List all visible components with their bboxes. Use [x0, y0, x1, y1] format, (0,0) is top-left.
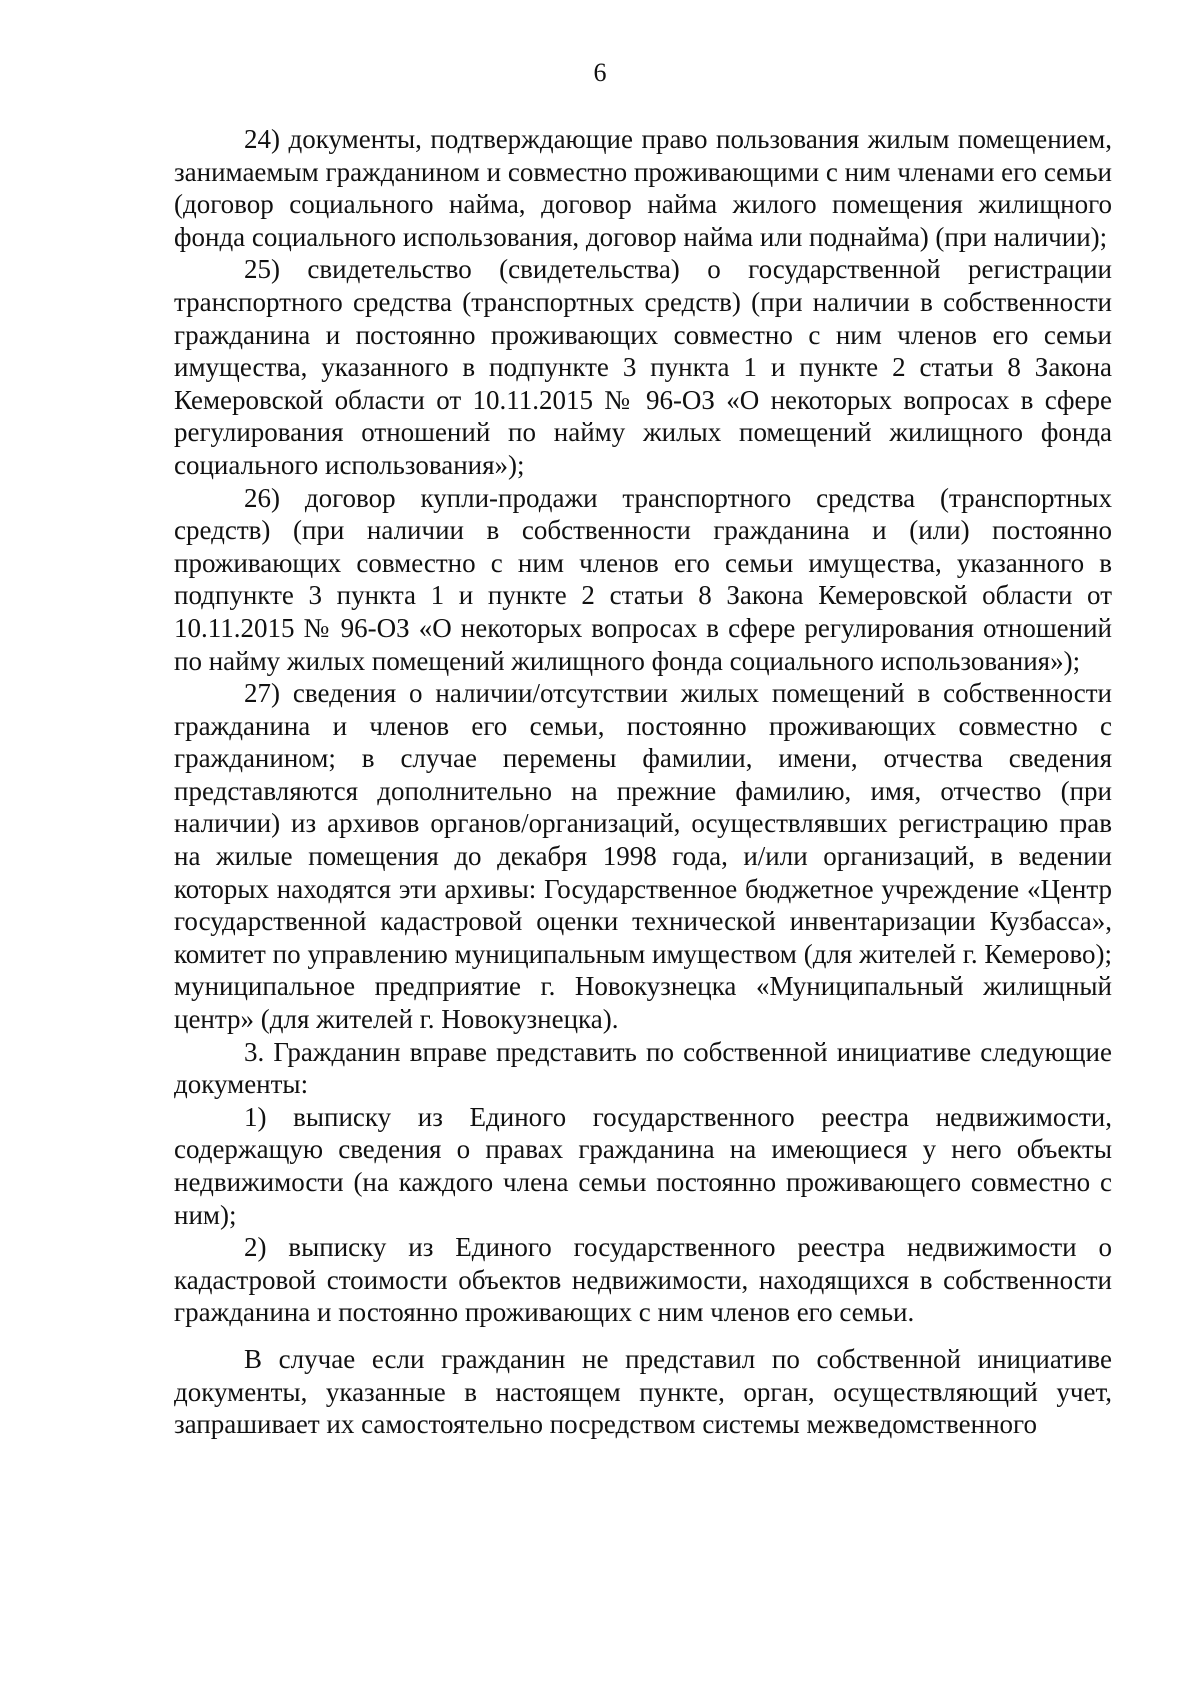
paragraph-item-24: 24) документы, подтверждающие право пользования жилым помещением, занимаемым гражданином и совместно проживающими с ним членами его семьи (договор социального найма, договор найма жилого помещения жилищного фонда социального использования, договор найма или поднайма) (при наличии);	[174, 124, 1112, 252]
paragraph-closing: В случае если гражданин не представил по собственной инициативе документы, указанные в настоящем пункте, орган, осуществляющий учет, запрашивает их самостоятельно посредством системы межведомственного	[174, 1343, 1112, 1440]
paragraph-item-25: 25) свидетельство (свидетельства) о государственной регистрации транспортного средства (транспортных средств) (при наличии в собственности гражданина и постоянно проживающих совместно с ним членов его семьи имущества, указанного в подпункте 3 пункта 1 и пункте 2 статьи 8 Закона Кемеровской области от 10.11.2015 № 96-ОЗ «О некоторых вопросах в сфере регулирования отношений по найму жилых помещений жилищного фонда социального использования»);	[174, 254, 1112, 480]
page-number: 6	[593, 58, 607, 87]
paragraph-subitem-2: 2) выписку из Единого государственного реестра недвижимости о кадастровой стоимости объектов недвижимости, находящихся в собственности гражданина и постоянно проживающих с ним членов его семьи.	[174, 1232, 1112, 1328]
paragraph-item-27: 27) сведения о наличии/отсутствии жилых помещений в собственности гражданина и членов его семьи, постоянно проживающих совместно с гражданином; в случае перемены фамилии, имени, отчества сведения представляются дополнительно на прежние фамилию, имя, отчество (при наличии) из архивов органов/организаций, осуществлявших регистрацию прав на жилые помещения до декабря 1998 года, и/или организаций, в ведении которых находятся эти архивы: Государственное бюджетное учреждение «Центр государственной кадастровой оценки технической инвентаризации Кузбасса», комитет по управлению муниципальным имуществом (для жителей г. Кемерово); муниципальное предприятие г. Новокузнецка «Муниципальный жилищный центр» (для жителей г. Новокузнецка).	[174, 678, 1112, 1035]
paragraph-item-26: 26) договор купли-продажи транспортного средства (транспортных средств) (при наличии в собственности гражданина и (или) постоянно проживающих совместно с ним членов его семьи имущества, указанного в подпункте 3 пункта 1 и пункте 2 статьи 8 Закона Кемеровской области от 10.11.2015 № 96-ОЗ «О некоторых вопросах в сфере регулирования отношений по найму жилых помещений жилищного фонда социального использования»);	[174, 482, 1112, 676]
document-body	[174, 123, 1112, 1441]
paragraph-clause-3: 3. Гражданин вправе представить по собственной инициативе следующие документы:	[174, 1036, 1112, 1100]
paragraph-subitem-1: 1) выписку из Единого государственного реестра недвижимости, содержащую сведения о правах гражданина на имеющиеся у него объекты недвижимости (на каждого члена семьи постоянно проживающего совместно с ним);	[174, 1101, 1112, 1230]
